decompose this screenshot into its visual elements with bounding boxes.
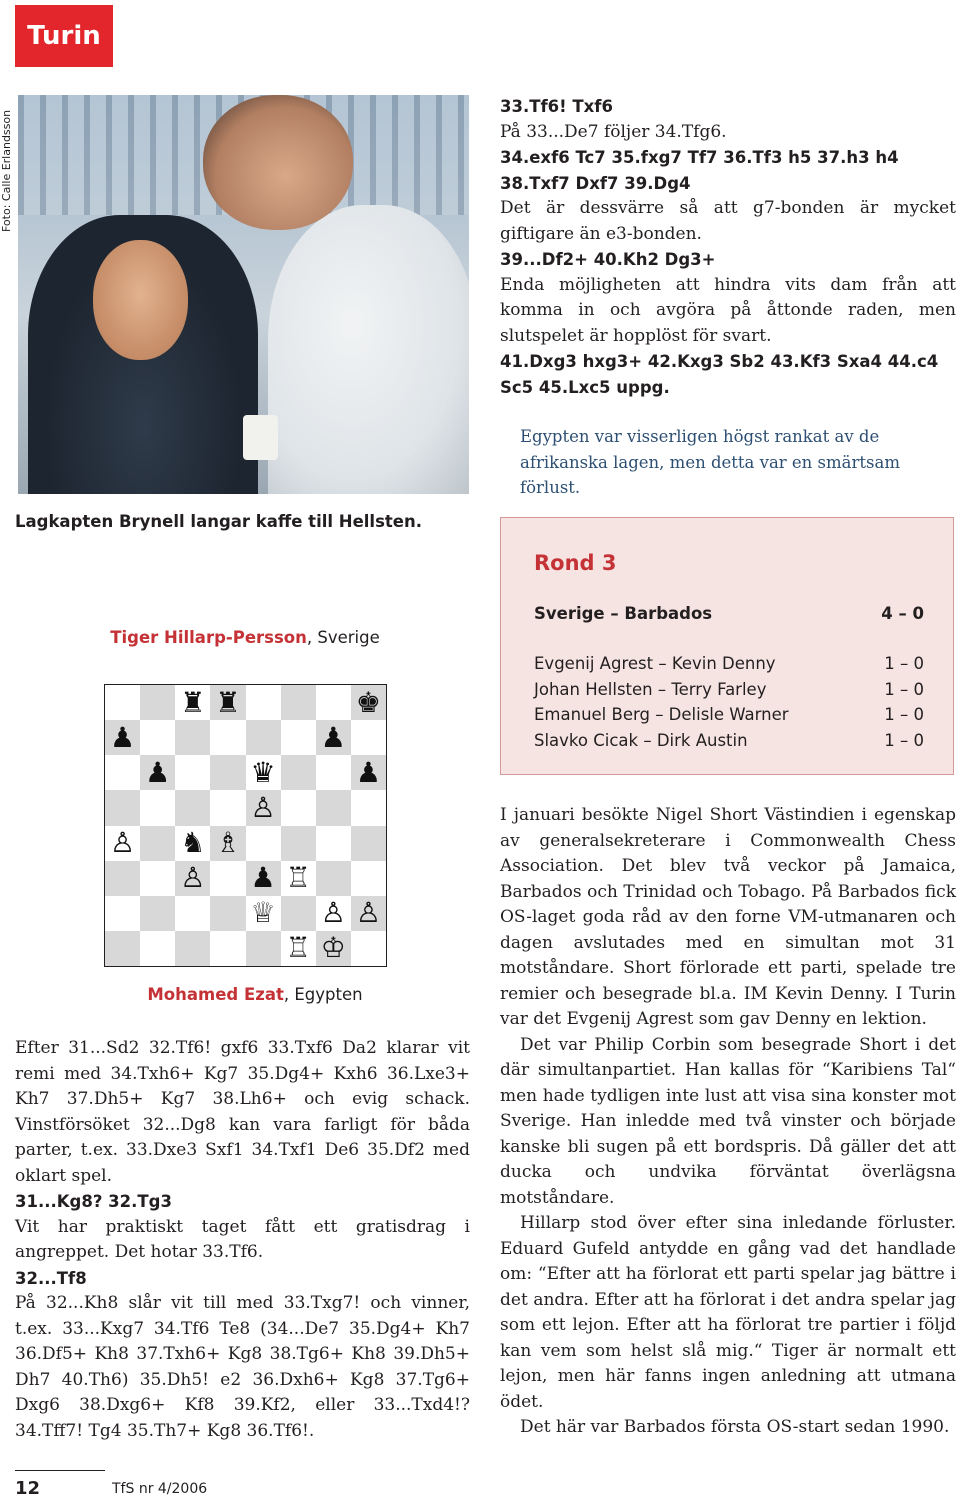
photo-caption: Lagkapten Brynell langar kaffe till Hellsten. — [15, 512, 423, 531]
board-square — [210, 755, 245, 790]
board-square — [351, 861, 386, 896]
photo-note: Egypten var visserligen högst rankat av de afrikanska lagen, men detta var en smärtsam förlust. — [520, 427, 900, 497]
game-score: 1 – 0 — [884, 705, 924, 724]
board-square — [351, 931, 386, 966]
move-line: 33.Tf6! Txf6 — [500, 97, 613, 116]
chess-piece-square: ♙ — [175, 861, 210, 896]
chess-piece-square: ♟ — [246, 861, 281, 896]
page-number: 12 — [15, 1478, 41, 1499]
player-name: Mohamed Ezat — [147, 985, 284, 1004]
board-square — [316, 790, 351, 825]
commentary: På 33...De7 följer 34.Tfg6. — [500, 121, 727, 142]
game-score: 1 – 0 — [884, 730, 924, 750]
chess-piece-square: ♜ — [210, 685, 245, 720]
chess-piece-square: ♙ — [316, 896, 351, 931]
section-tag: Turin — [15, 5, 113, 67]
board-square — [316, 755, 351, 790]
board-square — [246, 931, 281, 966]
board-square — [140, 896, 175, 931]
games-list — [534, 654, 924, 756]
game-row — [534, 654, 924, 680]
board-square — [246, 685, 281, 720]
player-name: Tiger Hillarp-Persson — [110, 628, 307, 647]
game-players: Slavko Cicak – Dirk Austin — [534, 730, 748, 750]
board-square — [316, 685, 351, 720]
game-players: Evgenij Agrest – Kevin Denny — [534, 654, 776, 673]
chess-piece-square: ♕ — [246, 896, 281, 931]
board-square — [210, 790, 245, 825]
board-square — [140, 931, 175, 966]
match-row — [534, 604, 924, 623]
board-square — [316, 861, 351, 896]
game-row — [534, 731, 924, 757]
board-square — [210, 896, 245, 931]
board-square — [140, 861, 175, 896]
board-square — [210, 720, 245, 755]
commentary: Vit har praktiskt taget fått ett gratisdrag i angreppet. Det hotar 33.Tf6. — [15, 1216, 470, 1262]
move-line: 41.Dxg3 hxg3+ 42.Kxg3 Sb2 43.Kf3 Sxa4 44.c4 Sc5 45.Lxc5 uppg. — [500, 352, 939, 397]
player-country: , Sverige — [306, 628, 380, 647]
chess-piece-square: ♚ — [351, 685, 386, 720]
chess-piece-square: ♗ — [210, 826, 245, 861]
chess-piece-square: ♔ — [316, 931, 351, 966]
board-square — [105, 755, 140, 790]
board-square — [281, 826, 316, 861]
publication: TfS nr 4/2006 — [112, 1481, 208, 1497]
board-square — [105, 931, 140, 966]
board-square — [246, 720, 281, 755]
board-square — [140, 826, 175, 861]
board-square — [175, 896, 210, 931]
board-square — [281, 896, 316, 931]
board-square — [281, 755, 316, 790]
board-square — [175, 790, 210, 825]
board-square — [316, 826, 351, 861]
commentary: Enda möjligheten att hindra vits dam från att komma in och avgöra på åttonde raden, men slutspelet är hopplöst för svart. — [500, 274, 956, 346]
results-box — [500, 517, 954, 775]
board-square — [351, 826, 386, 861]
commentary: På 32...Kh8 slår vit till med 33.Txg7! och vinner, t.ex. 33...Kxg7 34.Tf6 Te8 (34...De7 35.Dg4+ Kh7 36.Df5+ Kh8 37.Txh6+ Kg8 38.Tg6+ Kh8 39.Dh5+ Dh7 40.Th6) 35.Dh5! e2 36.Dxh6+ Kg8 37.Tg6+ Dxg6 38.Dxg6+ Kf8 39.Kf2, eller 33...Txd4!? 34.Tff7! Tg4 35.Th7+ Kg8 36.Tf6!. — [15, 1293, 470, 1441]
board-square — [140, 790, 175, 825]
footer-rule — [15, 1470, 105, 1471]
photo — [18, 95, 469, 494]
board-square — [105, 896, 140, 931]
move-line: 32...Tf8 — [15, 1268, 87, 1288]
board-square — [175, 931, 210, 966]
photo-credit: Foto: Calle Erlandsson — [0, 109, 13, 232]
board-square — [105, 685, 140, 720]
game-players: Emanuel Berg – Delisle Warner — [534, 705, 789, 724]
chess-piece-square: ♖ — [281, 861, 316, 896]
chess-piece-square: ♙ — [105, 826, 140, 861]
chess-piece-square: ♟ — [140, 755, 175, 790]
results-title: Rond 3 — [534, 551, 617, 575]
board-square — [105, 790, 140, 825]
chess-piece-square: ♙ — [246, 790, 281, 825]
commentary: Efter 31...Sd2 32.Tf6! gxf6 33.Txf6 Da2 klarar vit remi med 34.Txh6+ Kg7 35.Dg4+ Kxh6 36.Lxe3+ Kh7 37.Dh5+ Kg7 38.Lh6+ och evig schack. Vinstförsöket 32...Dg8 kan vara farligt för båda parter, t.ex. 33.Dxe3 Sxf1 34.Txf1 De6 35.Df2 med oklart spel. — [15, 1038, 470, 1186]
match-teams: Sverige – Barbados — [534, 604, 713, 623]
chess-piece-square: ♟ — [316, 720, 351, 755]
right-text — [500, 803, 956, 1441]
chess-piece-square: ♟ — [105, 720, 140, 755]
paragraph: Det här var Barbados första OS-start sedan 1990. — [520, 1417, 950, 1437]
chess-piece-square: ♖ — [281, 931, 316, 966]
chess-board — [104, 684, 387, 967]
game-score: 1 – 0 — [884, 654, 924, 673]
board-square — [210, 931, 245, 966]
chess-piece-square: ♞ — [175, 826, 210, 861]
game-row — [534, 705, 924, 731]
diagram-top-player — [15, 628, 475, 647]
moves-top — [500, 94, 956, 400]
paragraph: Det var Philip Corbin som besegrade Short i det där simultanpartiet. Han kallas för “Karibiens Tal“ men hade tydligen inte lust att visa sina konster mot Sverige. Han inledde med två vinster och började kanske bli sugen på ett bordspris. Då gäller det att ducka och undvika förväntat överlägsna motståndare. — [500, 1034, 956, 1208]
paragraph: I januari besökte Nigel Short Västindien i egenskap av generalsekreterare i Commonwealth Chess Association. Det blev två veckor på Jamaica, Barbados och Trinidad och Tobago. På Barbados fick OS-laget goda råd av den forne VM-utmanaren och dagen avslutades med en simultan mot 31 motståndare. Short förlorade ett parti, spelade tre remier och besegrade bl.a. IM Kevin Denny. I Turin var det Evgenij Agrest som gav Denny en lektion. — [500, 805, 956, 1029]
board-square — [351, 720, 386, 755]
game-score: 1 – 0 — [884, 679, 924, 699]
board-square — [105, 861, 140, 896]
move-line: 39...Df2+ 40.Kh2 Dg3+ — [500, 250, 716, 269]
move-line: 34.exf6 Tc7 35.fxg7 Tf7 36.Tf3 h5 37.h3 h4 38.Txf7 Dxf7 39.Dg4 — [500, 148, 899, 193]
chess-piece-square: ♛ — [246, 755, 281, 790]
player-country: , Egypten — [283, 985, 363, 1004]
commentary: Det är dessvärre så att g7-bonden är mycket giftigare än e3-bonden. — [500, 198, 956, 244]
board-square — [210, 861, 245, 896]
board-square — [175, 720, 210, 755]
game-row — [534, 680, 924, 706]
chess-piece-square: ♟ — [351, 755, 386, 790]
board-square — [246, 826, 281, 861]
board-square — [281, 720, 316, 755]
chess-piece-square: ♜ — [175, 685, 210, 720]
paragraph: Hillarp stod över efter sina inledande förluster. Eduard Gufeld antydde en gång vad det handlade om: “Efter att ha förlorat ett parti spelar jag bättre i det andra. Efter att ha förlorat i det andra spelar jag som ett lejon. Efter att ha förlorat tre partier i följd kan vem som helst slå mig.“ Tiger är normalt ett lejon, men här fanns ingen anledning att utmana ödet. — [500, 1213, 956, 1412]
board-square — [351, 790, 386, 825]
board-square — [175, 755, 210, 790]
board-square — [140, 685, 175, 720]
left-text — [15, 1036, 470, 1444]
move-line: 31...Kg8? 32.Tg3 — [15, 1192, 172, 1211]
board-square — [281, 685, 316, 720]
board-square — [140, 720, 175, 755]
game-players: Johan Hellsten – Terry Farley — [534, 679, 767, 699]
match-score: 4 – 0 — [881, 604, 924, 623]
chess-piece-square: ♙ — [351, 896, 386, 931]
diagram-bottom-player — [15, 985, 495, 1004]
board-square — [281, 790, 316, 825]
